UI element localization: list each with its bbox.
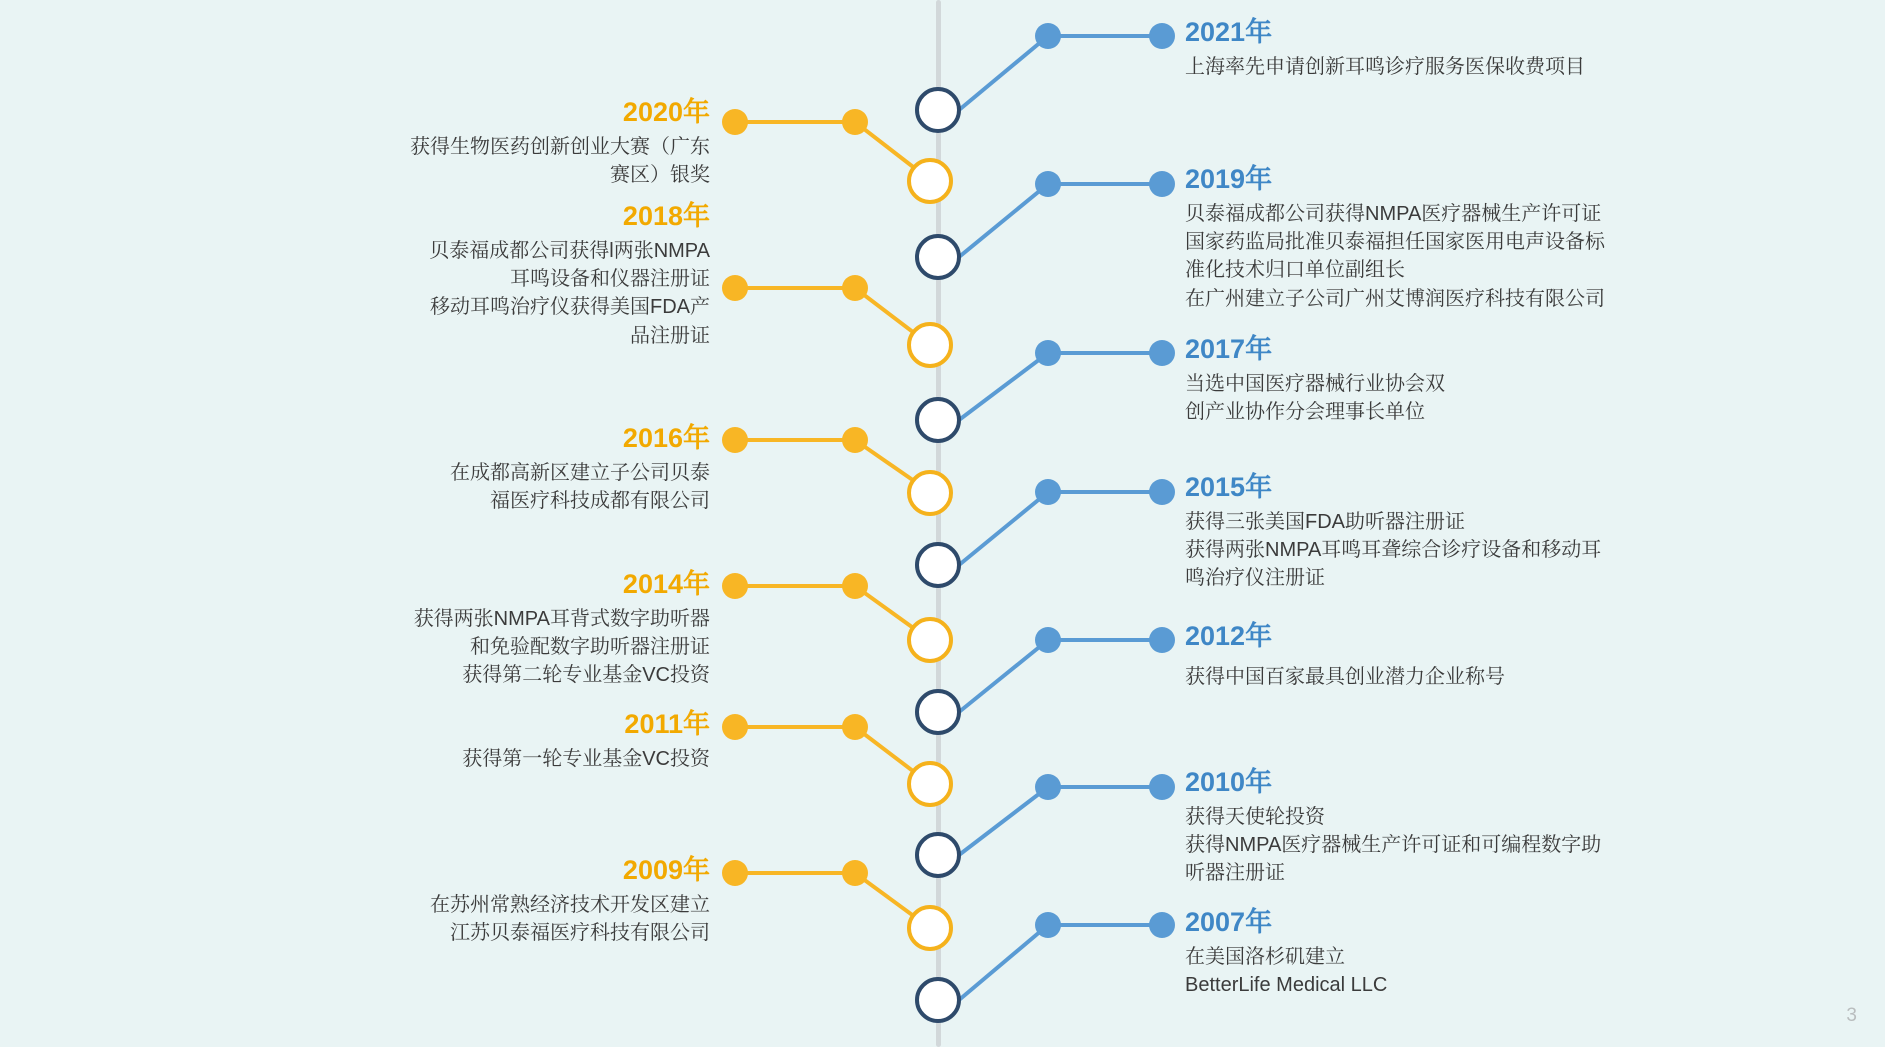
connector-2021	[959, 36, 1048, 110]
entry-line: 鸣治疗仪注册证	[1185, 567, 1325, 590]
dot-2016-outer	[722, 427, 748, 453]
entry-line: 在美国洛杉矶建立	[1185, 945, 1345, 968]
entry-year-2021: 2021年	[1185, 17, 1273, 47]
spine-node-2020	[907, 158, 953, 204]
entry-line: 和免验配数字助听器注册证	[470, 636, 710, 659]
dot-2018-inner	[842, 275, 868, 301]
dot-2007-outer	[1149, 912, 1175, 938]
dot-2015-inner	[1035, 479, 1061, 505]
entry-line: 国家药监局批准贝泰福担任国家医用电声设备标	[1185, 231, 1605, 254]
dot-2011-inner	[842, 714, 868, 740]
entry-year-2012: 2012年	[1185, 621, 1273, 651]
timeline-entry-2021	[1185, 18, 1725, 80]
dot-2017-outer	[1149, 340, 1175, 366]
entry-line: 江苏贝泰福医疗科技有限公司	[450, 922, 710, 945]
spine-node-2010	[915, 832, 961, 878]
entry-line: 当选中国医疗器械行业协会双	[1185, 372, 1445, 395]
dot-2018-outer	[722, 275, 748, 301]
entry-line: 在苏州常熟经济技术开发区建立	[430, 893, 710, 916]
entry-line: 获得生物医药创新创业大赛（广东	[410, 135, 710, 158]
dot-2012-outer	[1149, 627, 1175, 653]
entry-line: 贝泰福成都公司获得l两张NMPA	[429, 239, 710, 262]
entry-line: 获得中国百家最具创业潜力企业称号	[1185, 665, 1505, 688]
entry-year-2020: 2020年	[622, 97, 710, 127]
entry-line: 移动耳鸣治疗仪获得美国FDA产	[430, 296, 710, 319]
timeline-entry-2010	[1185, 768, 1725, 887]
entry-year-2015: 2015年	[1185, 472, 1273, 502]
dot-2019-inner	[1035, 171, 1061, 197]
entry-line: 获得三张美国FDA助听器注册证	[1185, 510, 1465, 533]
spine-node-2012	[915, 689, 961, 735]
connector-2019	[959, 184, 1048, 257]
dot-2014-inner	[842, 573, 868, 599]
dot-2010-inner	[1035, 774, 1061, 800]
entry-line: 在成都高新区建立子公司贝泰	[450, 461, 710, 484]
entry-line: 创产业协作分会理事长单位	[1185, 401, 1425, 424]
timeline-entry-2009	[280, 856, 710, 946]
dot-2020-outer	[722, 109, 748, 135]
connector-2015	[959, 492, 1048, 565]
entry-year-2016: 2016年	[622, 423, 710, 453]
timeline-spine	[936, 0, 941, 1047]
timeline-entry-2018	[280, 202, 710, 349]
entry-year-2014: 2014年	[622, 569, 710, 599]
dot-2012-inner	[1035, 627, 1061, 653]
entry-line: 品注册证	[630, 324, 710, 347]
dot-2021-outer	[1149, 23, 1175, 49]
entry-year-2018: 2018年	[622, 201, 710, 231]
entry-line: BetterLife Medical LLC	[1185, 974, 1388, 997]
dot-2009-inner	[842, 860, 868, 886]
dot-2014-outer	[722, 573, 748, 599]
entry-line: 获得第一轮专业基金VC投资	[462, 747, 710, 770]
entry-line: 获得两张NMPA耳鸣耳聋综合诊疗设备和移动耳	[1185, 539, 1602, 562]
dot-2011-outer	[722, 714, 748, 740]
connector-2017	[959, 353, 1048, 420]
timeline-entry-2012	[1185, 622, 1725, 690]
dot-2010-outer	[1149, 774, 1175, 800]
spine-node-2009	[907, 905, 953, 951]
timeline-entry-2014	[260, 570, 710, 689]
spine-node-2015	[915, 542, 961, 588]
timeline-entry-2019	[1185, 165, 1725, 312]
spine-node-2019	[915, 234, 961, 280]
entry-line: 获得天使轮投资	[1185, 805, 1325, 828]
entry-line: 上海率先申请创新耳鸣诊疗服务医保收费项目	[1185, 55, 1585, 78]
page-number: 3	[1846, 1005, 1857, 1026]
entry-line: 在广州建立子公司广州艾博润医疗科技有限公司	[1185, 287, 1605, 310]
dot-2021-inner	[1035, 23, 1061, 49]
spine-node-2014	[907, 617, 953, 663]
spine-node-2017	[915, 397, 961, 443]
entry-year-2007: 2007年	[1185, 907, 1273, 937]
connector-2007	[959, 925, 1048, 1000]
dot-2020-inner	[842, 109, 868, 135]
entry-line: 获得第二轮专业基金VC投资	[462, 664, 710, 687]
entry-year-2011: 2011年	[624, 709, 710, 739]
connector-2010	[959, 787, 1048, 855]
dot-2007-inner	[1035, 912, 1061, 938]
dot-2016-inner	[842, 427, 868, 453]
entry-line: 贝泰福成都公司获得NMPA医疗器械生产许可证	[1185, 202, 1602, 225]
entry-line: 耳鸣设备和仪器注册证	[510, 268, 710, 291]
timeline-entry-2020	[280, 98, 710, 188]
entry-line: 获得两张NMPA耳背式数字助听器	[413, 607, 710, 630]
entry-line: 听器注册证	[1185, 862, 1285, 885]
spine-node-2016	[907, 470, 953, 516]
timeline-entry-2017	[1185, 335, 1725, 425]
timeline-entry-2016	[280, 424, 710, 514]
timeline-entry-2015	[1185, 473, 1725, 592]
timeline-entry-2007	[1185, 908, 1725, 998]
spine-node-2011	[907, 761, 953, 807]
spine-node-2018	[907, 322, 953, 368]
timeline-entry-2011	[280, 710, 710, 772]
dot-2009-outer	[722, 860, 748, 886]
dot-2015-outer	[1149, 479, 1175, 505]
spine-node-2007	[915, 977, 961, 1023]
entry-year-2019: 2019年	[1185, 164, 1273, 194]
entry-year-2010: 2010年	[1185, 767, 1273, 797]
entry-line: 准化技术归口单位副组长	[1185, 259, 1405, 282]
dot-2017-inner	[1035, 340, 1061, 366]
connector-2012	[959, 640, 1048, 712]
dot-2019-outer	[1149, 171, 1175, 197]
entry-year-2017: 2017年	[1185, 334, 1273, 364]
spine-node-2021	[915, 87, 961, 133]
entry-line: 福医疗科技成都有限公司	[490, 490, 710, 513]
entry-line: 获得NMPA医疗器械生产许可证和可编程数字助	[1185, 834, 1602, 857]
entry-year-2009: 2009年	[622, 855, 710, 885]
entry-line: 赛区）银奖	[610, 164, 710, 187]
